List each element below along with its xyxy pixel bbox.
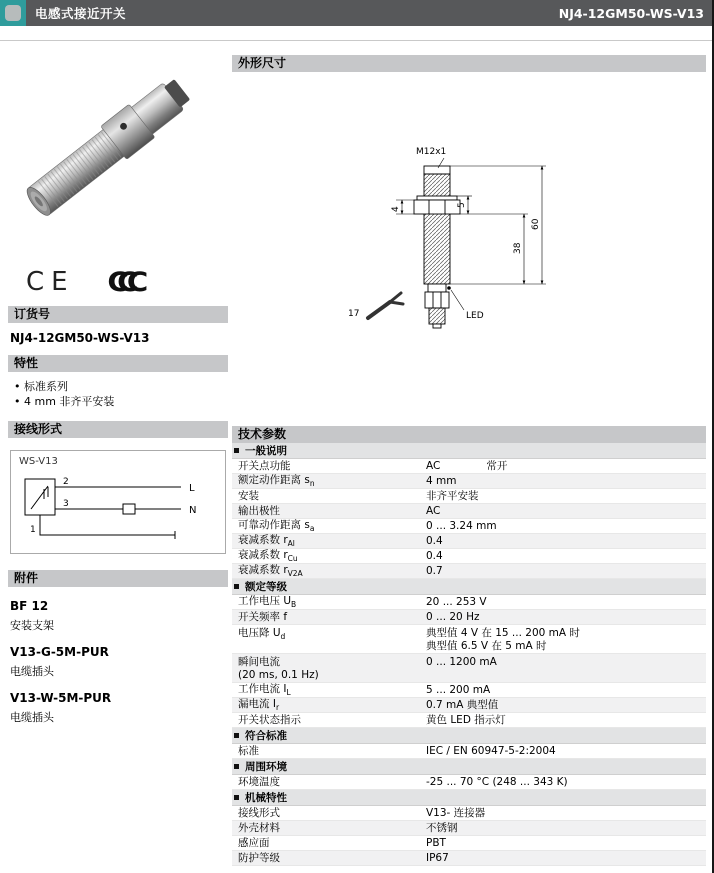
table-row [232,459,706,474]
param-label: 防护等级 [238,851,280,864]
param-value: IP67 [426,851,449,864]
section-header-accessories: 附件 [8,570,228,587]
param-value: -25 ... 70 °C (248 ... 343 K) [426,775,568,788]
param-value: 20 ... 253 V [426,595,487,608]
param-label: 环境温度 [238,775,280,788]
accessory-name: BF 12 [10,599,49,613]
table-row [232,564,706,579]
table-row [232,474,706,489]
param-label: 工作电压 $U_B$ [238,595,297,610]
square-bullet-icon [234,733,239,738]
certification-marks [8,258,228,306]
line-n-label: N [189,505,197,516]
square-bullet-icon [234,448,239,453]
group-title: 机械特性 [245,792,287,804]
param-value: 黄色 LED 指示灯 [426,713,506,726]
dimension-drawing-svg [232,72,706,426]
len60-dim-label: 60 [531,218,541,230]
param-label: 可靠动作距离 $s_a$ [238,519,315,534]
group-title: 额定等级 [245,581,287,593]
feature-item: • 4 mm 非齐平安装 [14,394,226,409]
terminal-3-label: 3 [63,499,69,509]
table-row [232,534,706,549]
accessories-list [8,587,228,731]
wiring-diagram-label: WS-V13 [19,456,58,467]
accessory-name: V13-G-5M-PUR [10,645,109,659]
param-value: V13- 连接器 [426,806,486,819]
param-value: 0.7 mA 典型值 [426,698,499,711]
table-group-header [232,790,706,806]
table-row [232,836,706,851]
table-row [232,489,706,504]
param-label: 外壳材料 [238,821,280,834]
table-group-header [232,579,706,595]
section-header-wiring: 接线形式 [8,421,228,438]
param-value: 0.4 [426,534,443,547]
group-title: 周围环境 [245,761,287,773]
param-label: 开关点功能 [238,459,291,472]
table-row [232,851,706,866]
header-divider [0,40,712,41]
param-value: 5 ... 200 mA [426,683,491,696]
param-label: 电压降 $U_d$ [238,627,286,642]
param-label: 衰减系数 $r_{Cu}$ [238,549,298,564]
table-group-header [232,443,706,459]
features-list [8,372,228,421]
brand-icon [0,0,26,26]
section-header-tech: 技术参数 [232,426,706,443]
param-label: 衰减系数 $r_{V2A}$ [238,564,303,579]
page-header [0,0,712,26]
param-value: 0.4 [426,549,443,562]
group-title: 符合标准 [245,730,287,742]
table-row [232,744,706,759]
product-photo [8,46,228,258]
section-header-order: 订货号 [8,306,228,323]
param-value: 不锈钢 [426,821,458,834]
wrench-size-label: 17 [348,309,360,319]
param-value: 典型值 4 V 在 15 ... 200 mA 时 典型值 6.5 V 在 5 mA 时 [426,627,580,652]
param-value: IEC / EN 60947-5-2:2004 [426,744,556,757]
table-row [232,713,706,728]
table-row [232,821,706,836]
tech-table [232,443,706,866]
ccc-mark: CCC [106,266,137,298]
param-label: 瞬间电流 (20 ms, 0.1 Hz) [238,656,319,681]
section-header-dimensions: 外形尺寸 [232,55,706,72]
dimension-drawing [232,72,706,426]
param-label: 衰减系数 $r_{Al}$ [238,534,295,549]
right-column [232,55,706,866]
table-row [232,775,706,790]
table-group-header [232,728,706,744]
table-row [232,698,706,713]
table-group-header [232,759,706,775]
param-label: 工作电流 $I_L$ [238,683,291,698]
table-row [232,625,706,654]
terminal-2-label: 2 [63,477,69,487]
param-label: 开关状态指示 [238,713,301,726]
washer-dim-label: 5 [457,202,467,208]
param-label: 输出极性 [238,504,280,517]
param-label: 安装 [238,489,259,502]
accessory-name: V13-W-5M-PUR [10,691,112,705]
sensor-pictogram-icon [5,5,21,21]
param-value: 非齐平安装 [426,489,479,502]
left-column [8,46,228,731]
param-label: 接线形式 [238,806,280,819]
square-bullet-icon [234,795,239,800]
led-label: LED [466,311,484,321]
thread-dim-label: M12x1 [416,147,447,157]
param-value: 0 ... 20 Hz [426,610,480,623]
accessory-desc: 电缆插头 [10,711,54,724]
square-bullet-icon [234,584,239,589]
param-label: 漏电流 $I_r$ [238,698,280,713]
wiring-diagram [10,450,226,554]
section-header-features: 特性 [8,355,228,372]
table-row [232,504,706,519]
feature-item: • 标准系列 [14,379,226,394]
table-row [232,595,706,610]
table-row [232,610,706,625]
accessory-desc: 电缆插头 [10,665,54,678]
param-value: 4 mm [426,474,457,487]
table-row [232,654,706,683]
param-value: 0 ... 3.24 mm [426,519,497,532]
ce-mark: CE [26,267,75,297]
param-label: 开关频率 f [238,610,288,623]
product-model: NJ4-12GM50-WS-V13 [558,5,704,21]
param-value: AC 常开 [426,459,508,472]
accessory-desc: 安装支架 [10,619,54,632]
param-value: PBT [426,836,446,849]
param-value: 0 ... 1200 mA [426,656,497,668]
nut-dim-label: 4 [391,206,401,212]
line-l-label: L [189,483,195,494]
param-label: 感应面 [238,836,270,849]
group-title: 一般说明 [245,445,287,457]
param-value: 0.7 [426,564,443,577]
table-row [232,519,706,534]
square-bullet-icon [234,764,239,769]
len38-dim-label: 38 [513,242,523,254]
table-row [232,806,706,821]
sensor-photo-illustration [8,46,220,246]
param-label: 额定动作距离 $s_n$ [238,474,315,489]
order-number: NJ4-12GM50-WS-V13 [10,331,150,345]
table-row [232,683,706,698]
product-type-title: 电感式接近开关 [35,6,127,21]
terminal-1-label: 1 [30,525,36,535]
param-label: 标准 [238,744,259,757]
table-row [232,549,706,564]
param-value: AC [426,504,441,517]
